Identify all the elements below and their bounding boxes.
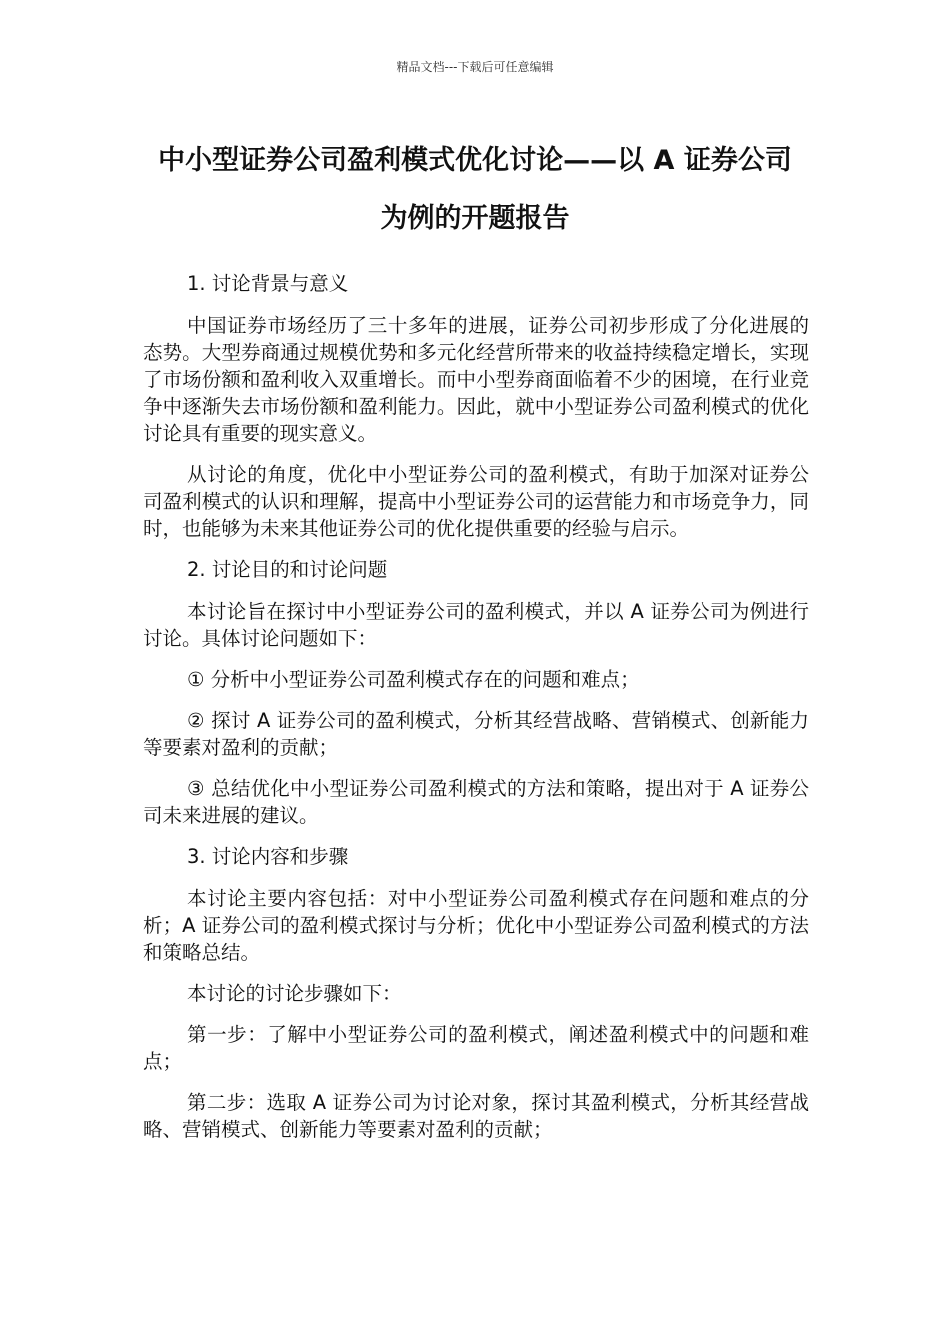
section-heading-1: 1. 讨论背景与意义 <box>187 272 349 295</box>
list-item-step-2: 第二步：选取 A 证券公司为讨论对象，探讨其盈利模式，分析其经营战略、营销模式、创新能力等要素对盈利的贡献； <box>143 1091 809 1141</box>
paragraph-significance: 从讨论的角度，优化中小型证券公司的盈利模式，有助于加深对证券公司盈利模式的认识和理解，提高中小型证券公司的运营能力和市场竞争力，同时，也能够为未来其他证券公司的优化提供重要的经验与启示。 <box>143 463 809 540</box>
paragraph-purpose: 本讨论旨在探讨中小型证券公司的盈利模式，并以 A 证券公司为例进行讨论。具体讨论问题如下： <box>143 600 809 650</box>
paragraph-steps-intro: 本讨论的讨论步骤如下： <box>187 982 402 1005</box>
page-header-note: 精品文档---下载后可任意编辑 <box>396 60 554 74</box>
paragraph-content: 本讨论主要内容包括：对中小型证券公司盈利模式存在问题和难点的分析；A 证券公司的盈利模式探讨与分析；优化中小型证券公司盈利模式的方法和策略总结。 <box>143 887 809 964</box>
list-item-step-1: 第一步：了解中小型证券公司的盈利模式，阐述盈利模式中的问题和难点； <box>143 1023 809 1073</box>
title-line-1: 中小型证券公司盈利模式优化讨论——以 A 证券公司 <box>158 145 792 176</box>
section-heading-3: 3. 讨论内容和步骤 <box>187 845 349 868</box>
section-heading-2: 2. 讨论目的和讨论问题 <box>187 558 388 581</box>
paragraph-background: 中国证券市场经历了三十多年的进展，证券公司初步形成了分化进展的态势。大型券商通过规模优势和多元化经营所带来的收益持续稳定增长，实现了市场份额和盈利收入双重增长。而中小型券商面临着不少的困境，在行业竞争中逐渐失去市场份额和盈利能力。因此，就中小型证券公司盈利模式的优化讨论具有重要的现实意义。 <box>143 314 809 445</box>
title-line-2: 为例的开题报告 <box>380 203 570 234</box>
document-body <box>143 270 809 1157</box>
document-title <box>120 132 830 248</box>
list-item-question-1: ① 分析中小型证券公司盈利模式存在的问题和难点； <box>187 668 640 691</box>
list-item-question-3: ③ 总结优化中小型证券公司盈利模式的方法和策略，提出对于 A 证券公司未来进展的建议。 <box>143 777 809 827</box>
list-item-question-2: ② 探讨 A 证券公司的盈利模式，分析其经营战略、营销模式、创新能力等要素对盈利的贡献； <box>143 709 809 759</box>
